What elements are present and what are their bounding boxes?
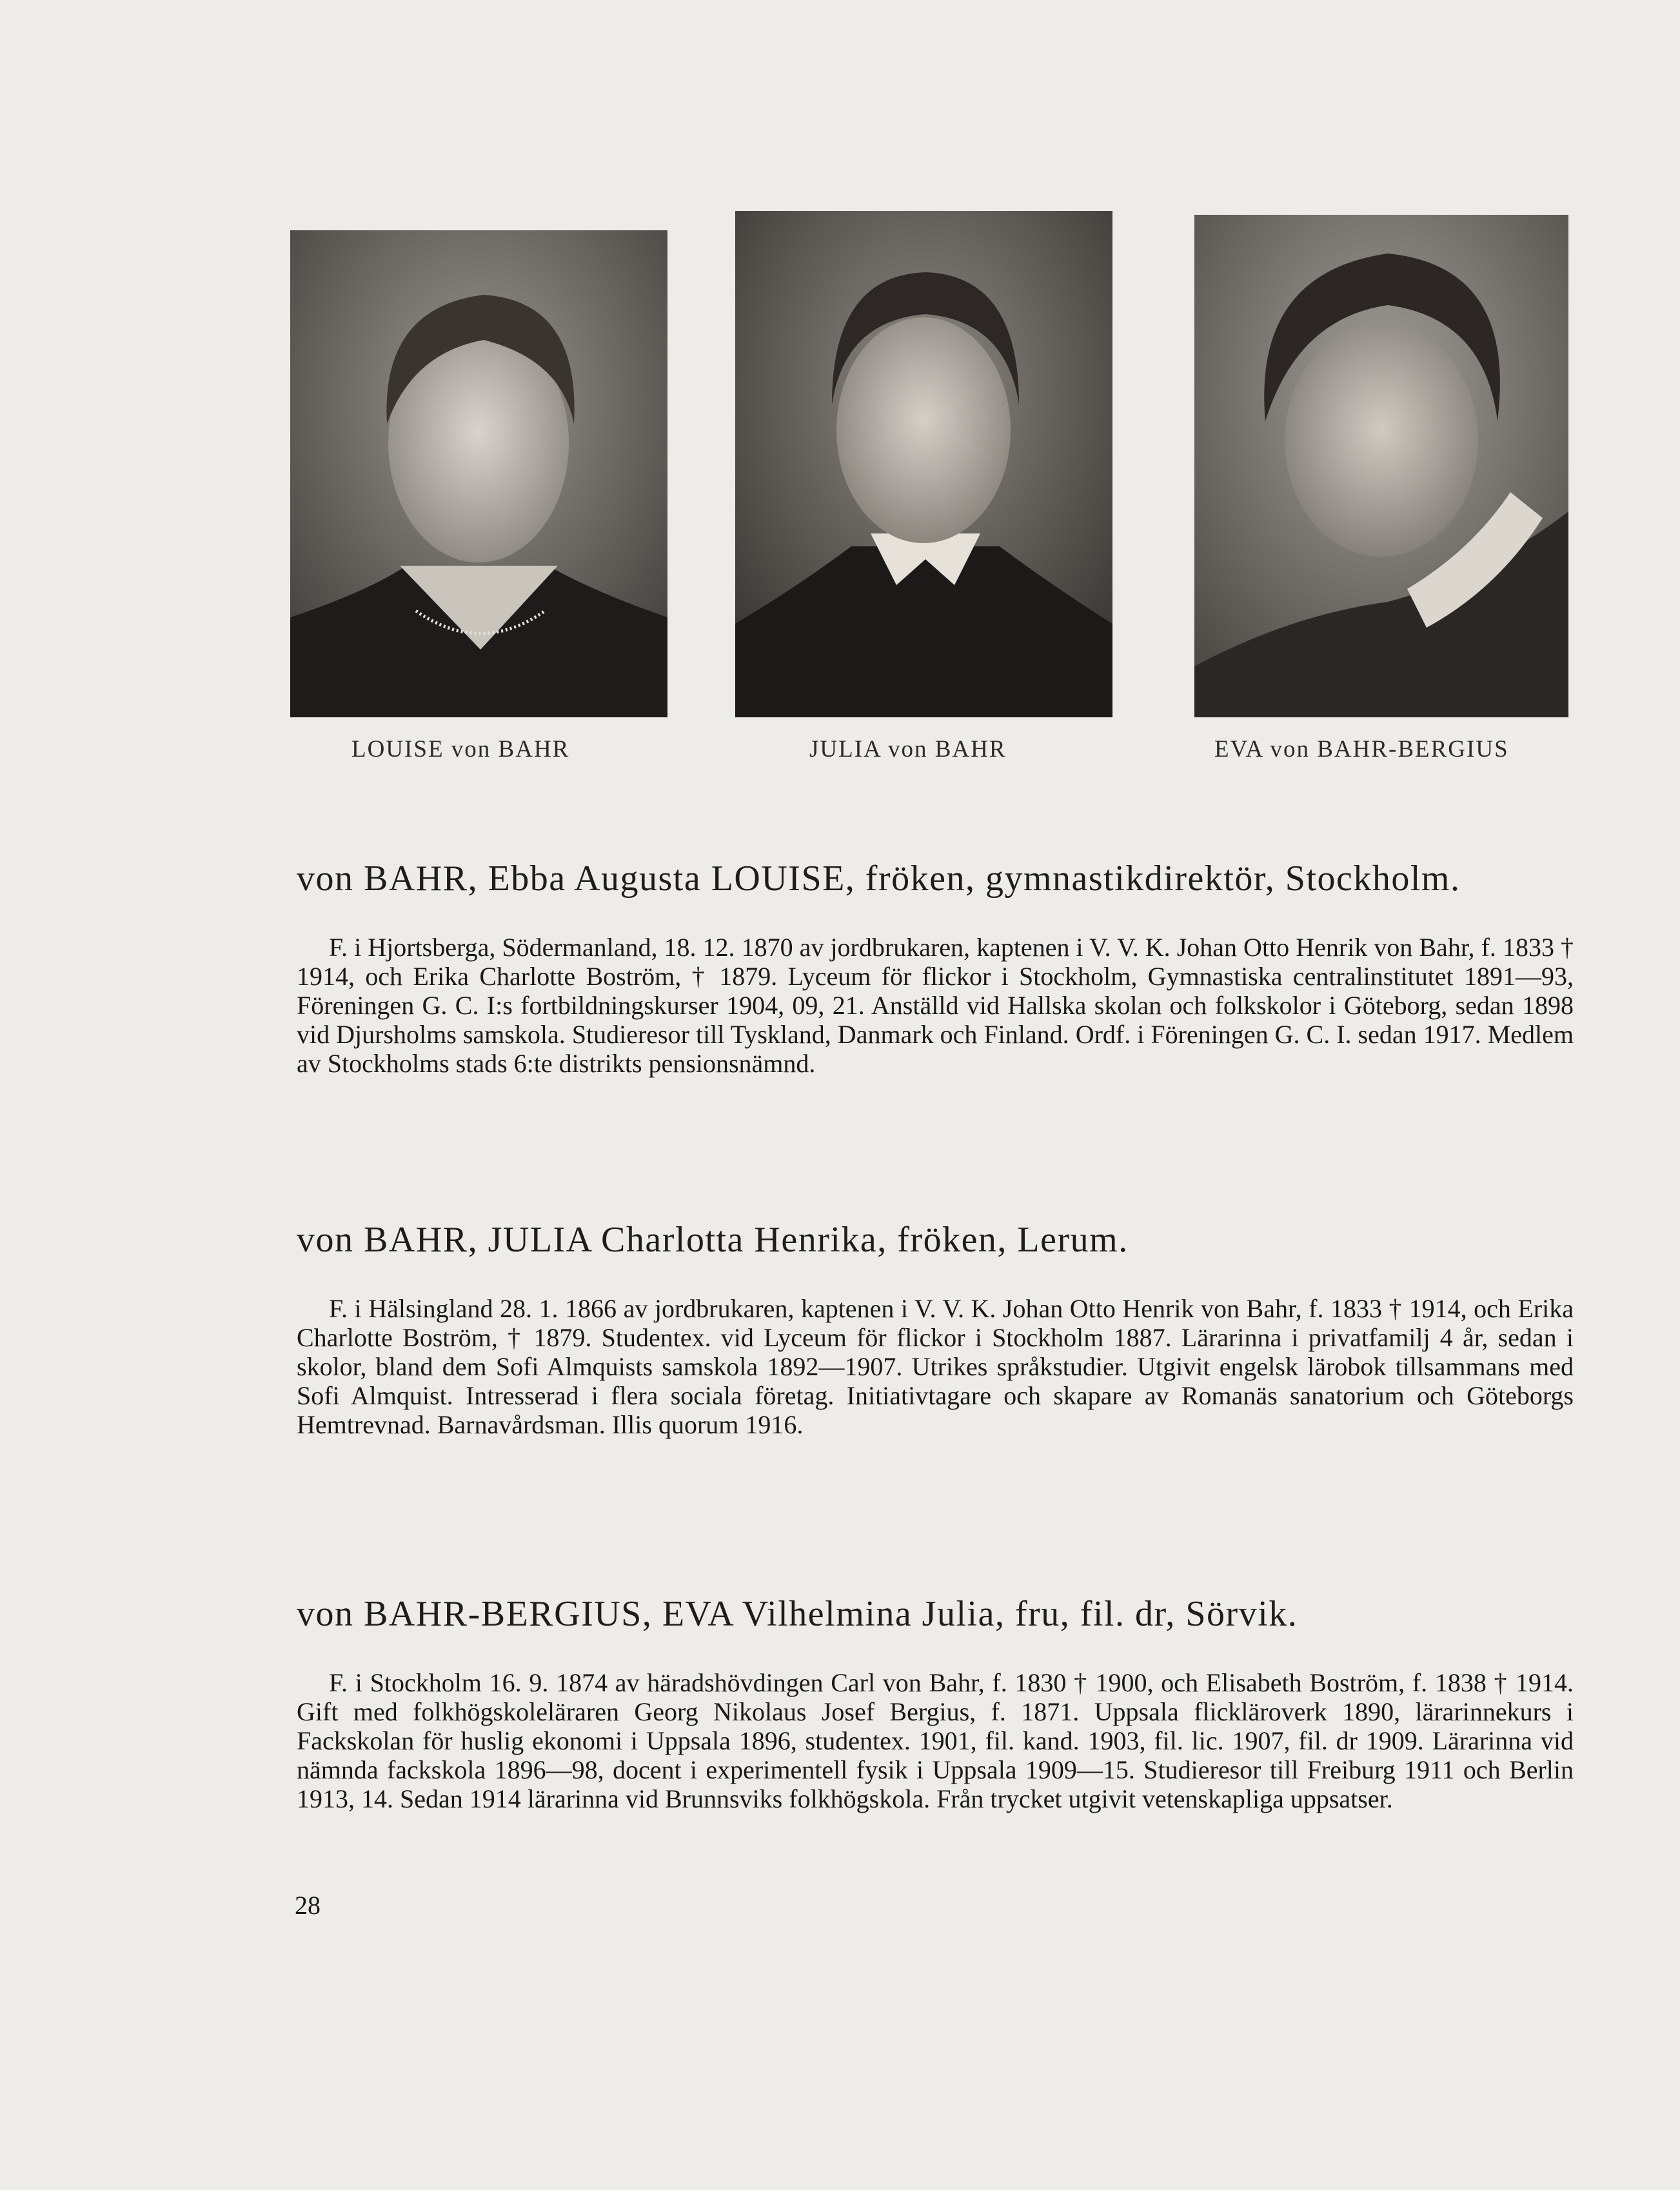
portrait-caption-julia: JULIA von BAHR — [809, 736, 1007, 762]
portrait-caption-louise: LOUISE von BAHR — [351, 736, 570, 762]
portrait-photo-julia — [735, 211, 1112, 717]
entry-julia — [297, 1219, 1574, 1439]
entry-heading: von BAHR, Ebba Augusta LOUISE, fröken, gymnastikdirektör, Stockholm. — [297, 859, 1461, 899]
page-number: 28 — [295, 1891, 321, 1920]
portrait-photo-louise — [290, 230, 667, 717]
portrait-photo-eva — [1194, 215, 1568, 717]
entry-eva — [297, 1593, 1574, 1813]
entry-louise — [297, 858, 1574, 1078]
entry-body: F. i Hälsingland 28. 1. 1866 av jordbrukaren, kaptenen i V. V. K. Johan Otto Henrik von Bahr, f. 1833 † 1914, och Erika Charlotte Boström, † 1879. Studentex. vid Lyceum för flickor i Stockholm 1887. Lärarinna i privatfamilj 4 år, sedan i skolor, bland dem Sofi Almquists samskola 1892—1907. Utrikes språkstudier. Utgivit engelsk lärobok tillsammans med Sofi Almquist. Intresserad i flera sociala företag. Initiativtagare och skapare av Romanäs sanatorium och Göteborgs Hemtrevnad. Barnavårdsman. Illis quorum 1916. — [297, 1294, 1574, 1439]
portrait-caption-eva: EVA von BAHR-BERGIUS — [1214, 736, 1509, 762]
entry-body: F. i Stockholm 16. 9. 1874 av häradshövdingen Carl von Bahr, f. 1830 † 1900, och Elisabeth Boström, f. 1838 † 1914. Gift med folkhögskoleläraren Georg Nikolaus Josef Bergius, f. 1871. Uppsala flickläroverk 1890, lärarinnekurs i Fackskolan för huslig ekonomi i Uppsala 1896, studentex. 1901, fil. kand. 1903, fil. lic. 1907, fil. dr 1909. Lärarinna vid nämnda fackskola 1896—98, docent i experimentell fysik i Uppsala 1909—15. Studieresor till Freiburg 1911 och Berlin 1913, 14. Sedan 1914 lärarinna vid Brunnsviks folkhögskola. Från trycket utgivit vetenskapliga uppsatser. — [297, 1668, 1574, 1813]
entry-heading: von BAHR, JULIA Charlotta Henrika, fröken, Lerum. — [297, 1220, 1129, 1260]
entry-heading: von BAHR-BERGIUS, EVA Vilhelmina Julia, fru, fil. dr, Sörvik. — [297, 1594, 1298, 1634]
entry-body: F. i Hjortsberga, Södermanland, 18. 12. 1870 av jordbrukaren, kaptenen i V. V. K. Johan Otto Henrik von Bahr, f. 1833 † 1914, och Erika Charlotte Boström, † 1879. Lyceum för flickor i Stockholm, Gymnastiska centralinstitutet 1891—93, Föreningen G. C. I:s fortbildningskurser 1904, 09, 21. Anställd vid Hallska skolan och folkskolor i Göteborg, sedan 1898 vid Djursholms samskola. Studieresor till Tyskland, Danmark och Finland. Ordf. i Föreningen G. C. I. sedan 1917. Medlem av Stockholms stads 6:te distrikts pensionsnämnd. — [297, 933, 1574, 1078]
